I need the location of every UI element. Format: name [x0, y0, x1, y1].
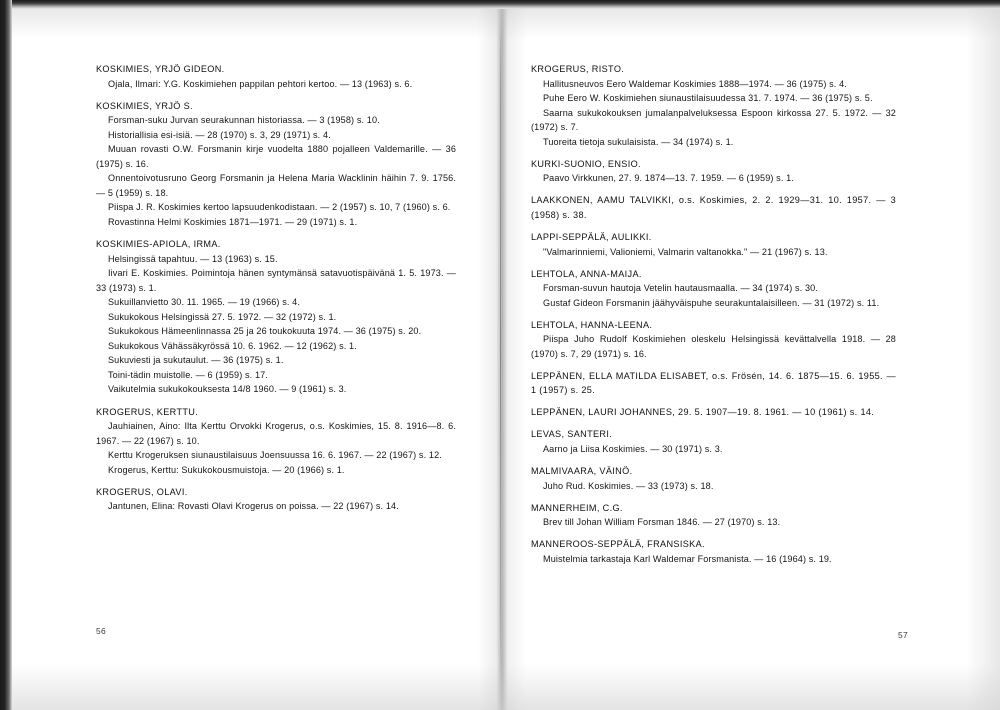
entry-reference-line: Helsingissä tapahtuu. — 13 (1963) s. 15. — [108, 253, 278, 264]
bibliography-entry — [531, 464, 896, 493]
entry-reference-line: Muuan rovasti O.W. Forsmanin kirje vuodelta 1880 pojalleen Valdemarille. — 36 (1975) s. 16. — [96, 144, 456, 169]
entry-reference-line: Krogerus, Kerttu: Sukukokousmuistoja. — 20 (1966) s. 1. — [108, 464, 345, 475]
bibliography-entry — [531, 427, 896, 456]
entry-reference-line: Onnentoivotusruno Georg Forsmanin ja Helena Maria Wacklinin häihin 7. 9. 1756. — 5 (1959) s. 18. — [96, 173, 456, 198]
entry-reference-line: Ojala, Ilmari: Y.G. Koskimiehen pappilan pehtori kertoo. — 13 (1963) s. 6. — [108, 78, 413, 89]
right-page-number: 57 — [898, 630, 909, 640]
bibliography-entry — [96, 405, 456, 478]
bibliography-entry — [96, 62, 456, 91]
right-page-text-column — [531, 62, 896, 566]
entry-reference-line: Sukukokous Hämeenlinnassa 25 ja 26 toukokuuta 1974. — 36 (1975) s. 20. — [108, 326, 422, 337]
entry-reference-line: Puhe Eero W. Koskimiehen siunaustilaisuudessa 31. 7. 1974. — 36 (1975) s. 5. — [543, 93, 873, 104]
entry-reference-line: Jantunen, Elina: Rovasti Olavi Krogerus on poissa. — 22 (1967) s. 14. — [108, 501, 399, 512]
entry-reference-line: Sukuillanvietto 30. 11. 1965. — 19 (1966) s. 4. — [108, 297, 301, 308]
entry-heading: KURKI-SUONIO, ENSIO. — [531, 158, 641, 169]
entry-heading: LEHTOLA, ANNA-MAIJA. — [531, 268, 642, 279]
entry-heading: LEHTOLA, HANNA-LEENA. — [531, 319, 653, 330]
entry-reference-line: Tuoreita tietoja sukulaisista. — 34 (1974) s. 1. — [543, 136, 734, 147]
entry-reference-line: Toini-tädin muistolle. — 6 (1959) s. 17. — [108, 369, 268, 380]
entry-reference-line: Muistelmia tarkastaja Karl Waldemar Forsmanista. — 16 (1964) s. 19. — [543, 553, 832, 564]
entry-reference-line: Juho Rud. Koskimies. — 33 (1973) s. 18. — [543, 480, 714, 491]
entry-reference-line: Sukuviesti ja sukutaulut. — 36 (1975) s. 1. — [108, 355, 284, 366]
bibliography-entry — [531, 501, 896, 530]
entry-reference-line: Forsman-suvun hautoja Vetelin hautausmaalla. — 34 (1974) s. 30. — [543, 283, 818, 294]
bibliography-entry — [531, 537, 896, 566]
bibliography-entry — [96, 237, 456, 397]
entry-reference-line: Aarno ja Liisa Koskimies. — 30 (1971) s. 3. — [543, 444, 723, 455]
entry-heading: KROGERUS, OLAVI. — [96, 486, 188, 497]
entry-reference-line: Sukukokous Helsingissä 27. 5. 1972. — 32 (1972) s. 1. — [108, 311, 337, 322]
entry-reference-line: Brev till Johan William Forsman 1846. — 27 (1970) s. 13. — [543, 517, 781, 528]
entry-heading: LEVAS, SANTERI. — [531, 429, 613, 440]
entry-reference-line: Hallitusneuvos Eero Waldemar Koskimies 1888—1974. — 36 (1975) s. 4. — [543, 78, 847, 89]
entry-heading: MANNEROOS-SEPPÄLÄ, FRANSISKA. — [531, 539, 705, 550]
entry-reference-line: Jauhiainen, Aino: Ilta Kerttu Orvokki Krogerus, o.s. Koskimies, 15. 8. 1916—8. 6. 1967. — 22 (1967) s. 10. — [96, 421, 456, 446]
entry-heading: LAAKKONEN, AAMU TALVIKKI, o.s. Koskimies, 2. 2. 1929—31. 10. 1957. — 3 (1958) s. 38. — [531, 195, 896, 220]
entry-heading: KOSKIMIES-APIOLA, IRMA. — [96, 239, 221, 250]
entry-reference-line: Saarna sukukokouksen jumalanpalveluksessa Espoon kirkossa 27. 5. 1972. — 32 (1972) s. 7. — [531, 107, 896, 133]
bibliography-entry — [531, 405, 896, 420]
bibliography-entry — [531, 193, 896, 222]
bibliography-entry — [531, 369, 896, 398]
entry-reference-line: Vaikutelmia sukukokouksesta 14/8 1960. — 9 (1961) s. 3. — [108, 384, 347, 395]
entry-heading: KROGERUS, KERTTU. — [96, 406, 199, 417]
entry-heading: KOSKIMIES, YRJÖ S. — [96, 100, 193, 111]
entry-reference-line: Piispa Juho Rudolf Koskimiehen oleskelu Helsingissä kevättalvella 1918. — 28 (1970) s. 7, 29 (1971) s. 16. — [531, 334, 896, 359]
bibliography-entry — [531, 157, 896, 186]
bibliography-entry — [96, 485, 456, 514]
entry-heading: MALMIVAARA, VÄINÖ. — [531, 466, 633, 477]
bibliography-entry — [531, 267, 896, 311]
entry-reference-line: Kerttu Krogeruksen siunaustilaisuus Joensuussa 16. 6. 1967. — 22 (1967) s. 12. — [108, 450, 442, 461]
entry-reference-line: "Valmarinniemi, Valioniemi, Valmarin valtanokka." — 21 (1967) s. 13. — [543, 246, 828, 257]
bibliography-entry — [96, 99, 456, 230]
entry-heading: LEPPÄNEN, ELLA MATILDA ELISABET, o.s. Frösén, 14. 6. 1875—15. 6. 1955. — 1 (1957) s. 25. — [531, 370, 896, 396]
left-page-number: 56 — [96, 626, 107, 636]
bibliography-entry — [531, 318, 896, 362]
entry-reference-line: Historiallisia esi-isiä. — 28 (1970) s. 3, 29 (1971) s. 4. — [108, 129, 331, 140]
bibliography-entry — [531, 62, 896, 149]
entry-heading: MANNERHEIM, C.G. — [531, 502, 623, 513]
left-page-text-column — [96, 62, 456, 514]
entry-reference-line: Forsman-suku Jurvan seurakunnan historiassa. — 3 (1958) s. 10. — [108, 115, 380, 126]
entry-heading: KOSKIMIES, YRJÖ GIDEON. — [96, 64, 225, 74]
entry-reference-line: Piispa J. R. Koskimies kertoo lapsuudenkodistaan. — 2 (1957) s. 10, 7 (1960) s. 6. — [108, 202, 451, 213]
entry-reference-line: Paavo Virkkunen, 27. 9. 1874—13. 7. 1959. — 6 (1959) s. 1. — [543, 173, 794, 184]
entry-heading: LEPPÄNEN, LAURI JOHANNES, 29. 5. 1907—19. 8. 1961. — 10 (1961) s. 14. — [531, 407, 875, 418]
scanner-bed-left-edge — [0, 0, 12, 710]
entry-reference-line: Iivari E. Koskimies. Poimintoja hänen syntymänsä satavuotispäivänä 1. 5. 1973. — 33 (1973) s. 1. — [96, 268, 456, 293]
entry-reference-line: Gustaf Gideon Forsmanin jäähyväispuhe seurakuntalaisilleen. — 31 (1972) s. 11. — [543, 297, 880, 308]
bibliography-entry — [531, 230, 896, 259]
entry-heading: KROGERUS, RISTO. — [531, 64, 625, 74]
scanner-bed-top-edge — [0, 0, 1000, 9]
entry-heading: LAPPI-SEPPÄLÄ, AULIKKI. — [531, 231, 652, 242]
entry-reference-line: Sukukokous Vähässäkyrössä 10. 6. 1962. — 12 (1962) s. 1. — [108, 340, 357, 351]
entry-reference-line: Rovastinna Helmi Koskimies 1871—1971. — 29 (1971) s. 1. — [108, 216, 358, 227]
